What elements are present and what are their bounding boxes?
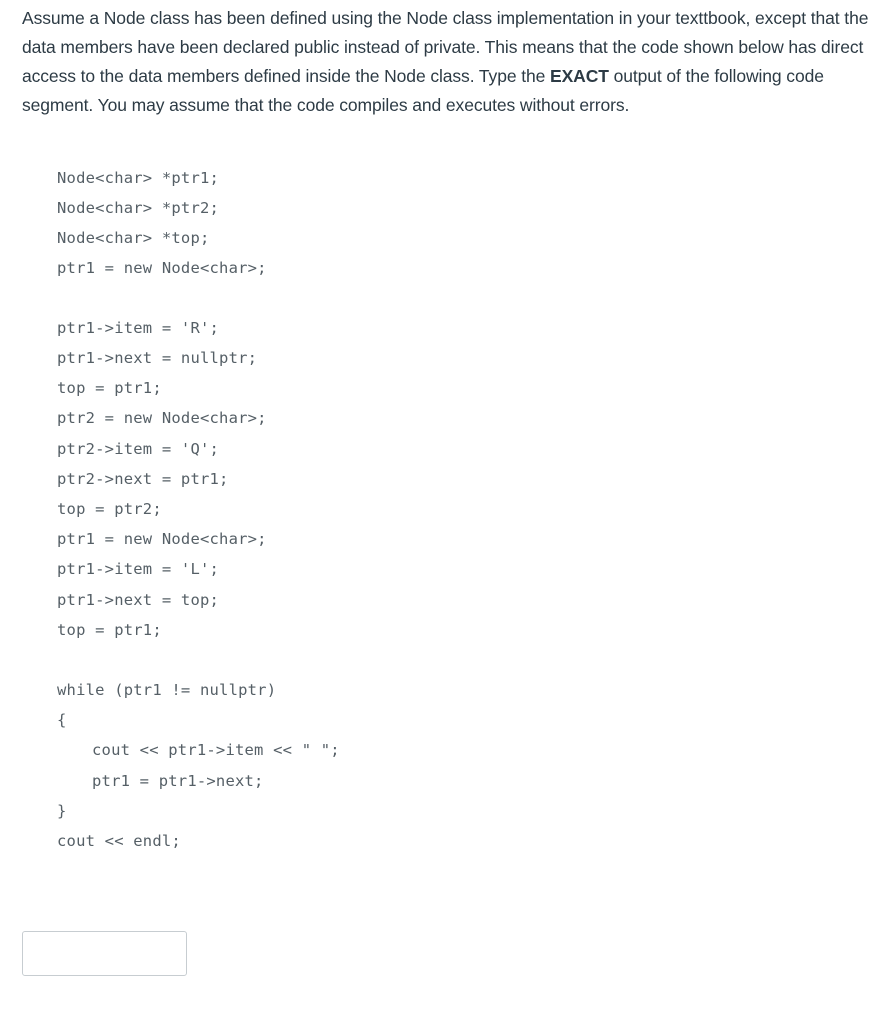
code-line: } <box>57 802 67 820</box>
code-line: Node<char> *top; <box>57 229 210 247</box>
code-line: cout << endl; <box>57 832 181 850</box>
code-line: top = ptr1; <box>57 379 162 397</box>
code-line: ptr1->next = top; <box>57 591 220 609</box>
code-line: { <box>57 711 67 729</box>
code-line: top = ptr1; <box>57 621 162 639</box>
code-line: ptr1->next = nullptr; <box>57 349 258 367</box>
question-text-intro: Assume a Node class has been defined using the Node class implementation in your texttbook, except that the data members have been declared public instead of private. This means that the code shown below has direct access to the data members defined inside the Node class. Type the <box>22 8 869 86</box>
code-line: top = ptr2; <box>57 500 162 518</box>
code-line: ptr2->next = ptr1; <box>57 470 229 488</box>
code-line: cout << ptr1->item << " "; <box>92 741 340 759</box>
code-line: ptr1->item = 'R'; <box>57 319 220 337</box>
code-line: ptr1 = new Node<char>; <box>57 259 267 277</box>
code-line: ptr2 = new Node<char>; <box>57 409 267 427</box>
code-line: while (ptr1 != nullptr) <box>57 681 277 699</box>
question-text-outro: output of the following code segment. You may assume that the code compiles and executes without errors. <box>22 66 824 115</box>
code-line: ptr2->item = 'Q'; <box>57 440 220 458</box>
code-line: ptr1->item = 'L'; <box>57 560 220 578</box>
question-text <box>22 4 884 120</box>
answer-input[interactable] <box>22 931 187 976</box>
code-line: Node<char> *ptr2; <box>57 199 220 217</box>
code-line: ptr1 = ptr1->next; <box>92 772 264 790</box>
code-line: Node<char> *ptr1; <box>57 169 220 187</box>
code-line: ptr1 = new Node<char>; <box>57 530 267 548</box>
question-emphasis: EXACT <box>550 66 609 86</box>
